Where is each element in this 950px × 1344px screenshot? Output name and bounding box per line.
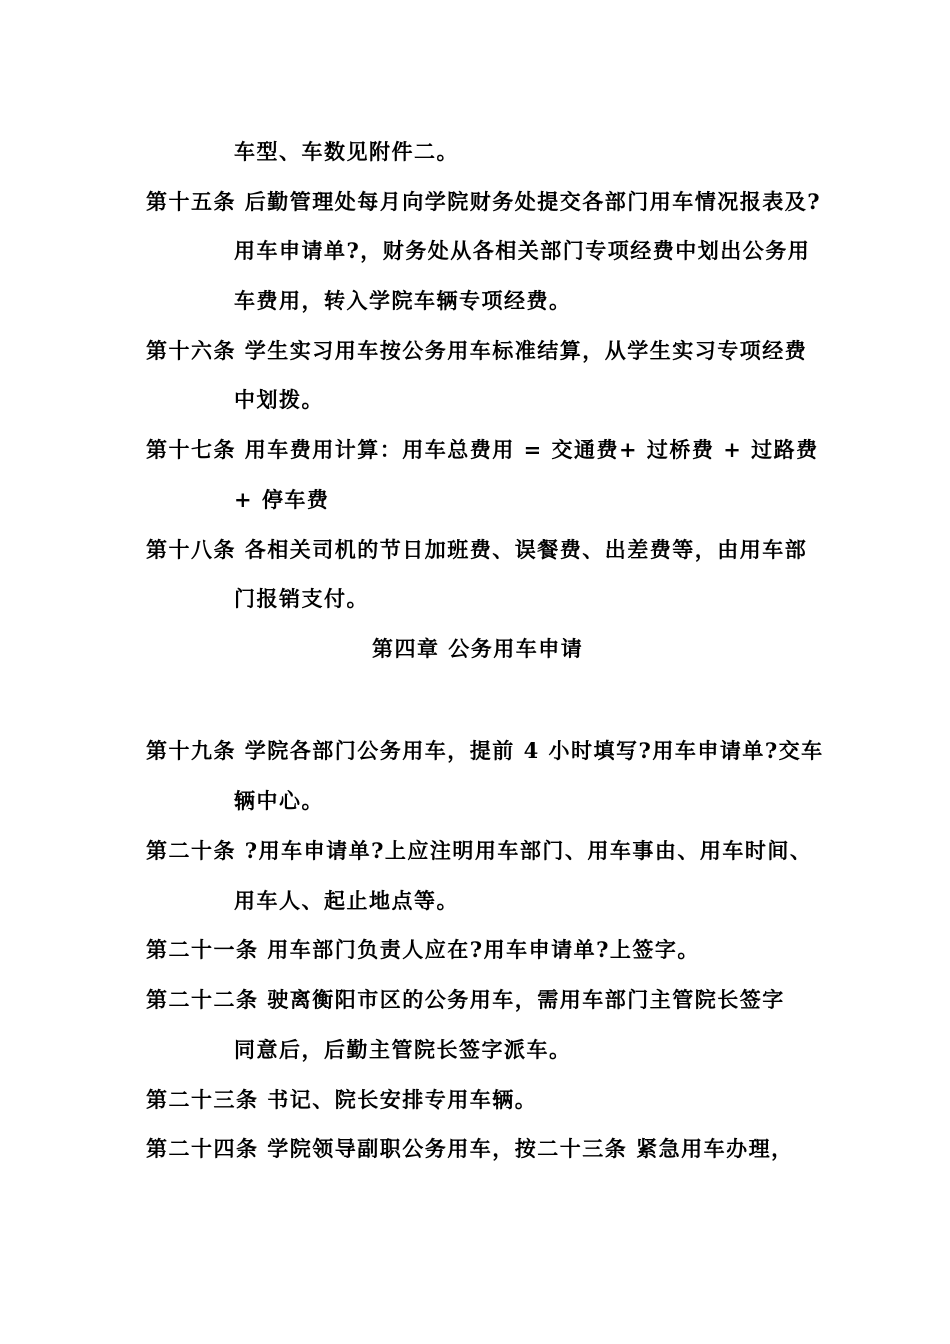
article-19: 第十九条 学院各部门公务用车，提前 4 小时填写?用车申请单?交车 (146, 738, 824, 763)
article-20: 第二十条 ?用车申请单?上应注明用车部门、用车事由、用车时间、 (146, 838, 813, 863)
text-line: 辆中心。 (234, 788, 324, 813)
article-23: 第二十三条 书记、院长安排专用车辆。 (146, 1087, 538, 1112)
article-24: 第二十四条 学院领导副职公务用车，按二十三条 紧急用车办理， (146, 1136, 794, 1161)
text-line: 中划拨。 (234, 387, 324, 412)
article-18: 第十八条 各相关司机的节日加班费、误餐费、出差费等，由用车部 (146, 537, 808, 562)
article-16: 第十六条 学生实习用车按公务用车标准结算，从学生实习专项经费 (146, 338, 808, 363)
text-line: 用车人、起止地点等。 (234, 888, 459, 913)
text-line: 门报销支付。 (234, 586, 369, 611)
text-line: 用车申请单?，财务处从各相关部门专项经费中划出公务用 (234, 238, 811, 263)
text-line: 车型、车数见附件二。 (234, 139, 459, 164)
article-17: 第十七条 用车费用计算：用车总费用 = 交通费+ 过桥费 + 过路费 (146, 437, 819, 462)
text-line: + 停车费 (234, 487, 330, 512)
chapter-heading: 第四章 公务用车申请 (372, 636, 584, 661)
article-15: 第十五条 后勤管理处每月向学院财务处提交各部门用车情况报表及? (146, 189, 822, 214)
article-21: 第二十一条 用车部门负责人应在?用车申请单?上签字。 (146, 937, 700, 962)
article-22: 第二十二条 驶离衡阳市区的公务用车，需用车部门主管院长签字 (146, 987, 785, 1012)
text-line: 同意后，后勤主管院长签字派车。 (234, 1037, 572, 1062)
text-line: 车费用，转入学院车辆专项经费。 (234, 288, 572, 313)
